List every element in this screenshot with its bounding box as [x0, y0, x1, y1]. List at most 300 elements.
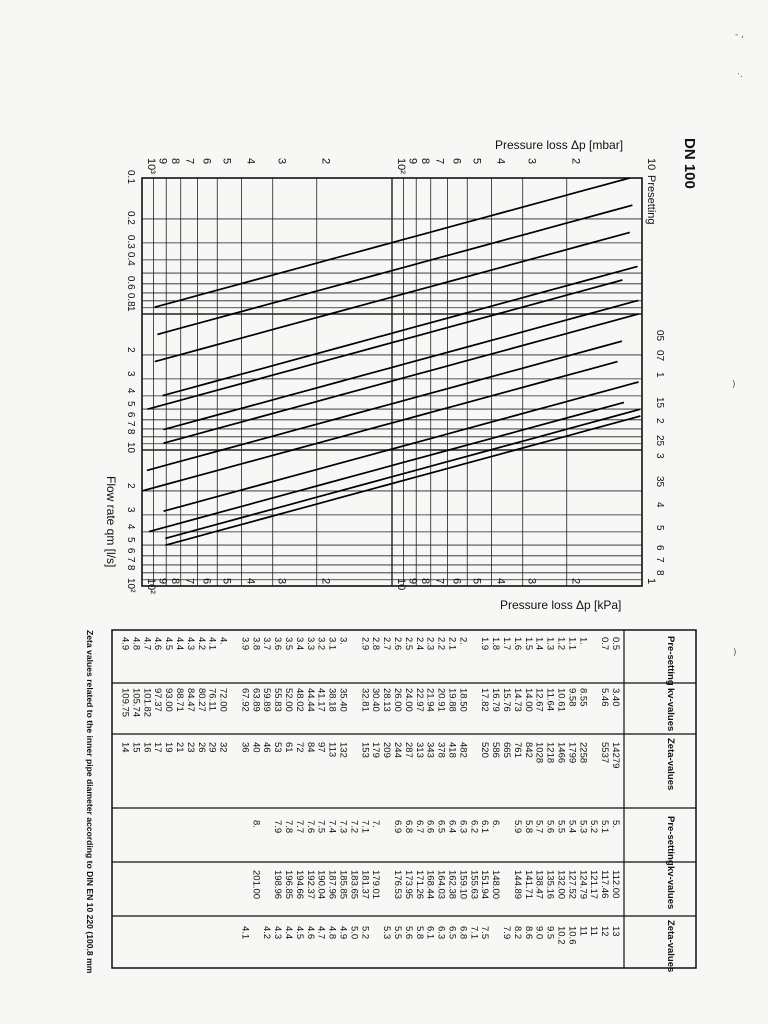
right-zeta-cell: 4.4	[283, 926, 294, 940]
left-kv-cell: 84.47	[184, 688, 196, 712]
left-zeta-cell: 46	[261, 742, 273, 753]
presetting-tick-label: 3	[654, 453, 665, 459]
scan-speck: ·.	[737, 70, 743, 80]
right-zeta-cell: 9.5	[544, 926, 556, 940]
left-presetting-cell: 0.7	[599, 637, 611, 651]
left-presetting-cell: 2.7	[381, 637, 393, 651]
left-kv-cell: 10.61	[555, 688, 567, 712]
mbar-tick-label: 3	[525, 158, 538, 165]
presetting-curve-2-5	[163, 300, 638, 429]
chart-ylabel-mbar: Pressure loss Δp [mbar]	[495, 138, 624, 152]
right-zeta-cell: 8.2	[511, 926, 523, 940]
mbar-tick-label: 5	[470, 158, 483, 165]
right-zeta-cell: 4.6	[304, 926, 316, 940]
left-presetting-cell: 2.1	[446, 637, 458, 651]
right-kv-cell: 181.37	[359, 870, 371, 900]
right-presetting-cell: 5.	[610, 820, 621, 828]
left-zeta-cell: 19	[163, 742, 175, 753]
left-zeta-cell: 209	[381, 742, 393, 758]
right-presetting-cell: 6.	[490, 820, 502, 828]
left-kv-cell: 24.00	[402, 688, 414, 712]
left-kv-cell: 18.50	[457, 688, 469, 712]
left-kv-cell: 67.92	[239, 688, 251, 712]
left-presetting-cell: 2.6	[392, 637, 403, 651]
left-zeta-cell: 61	[283, 742, 294, 753]
right-kv-cell: 141.71	[522, 870, 534, 900]
left-kv-cell: 32.81	[359, 688, 371, 712]
left-presetting-cell: 3.6	[272, 637, 284, 651]
left-kv-cell: 9.58	[566, 688, 578, 707]
right-kv-cell: 194.66	[293, 870, 305, 900]
left-zeta-cell: 5537	[599, 742, 611, 764]
left-presetting-cell: 1.5	[522, 637, 534, 651]
right-zeta-cell: 9.0	[533, 926, 545, 940]
right-zeta-cell: 4.9	[337, 926, 349, 940]
left-zeta-cell: 1028	[533, 742, 545, 764]
mbar-tick-label: 8	[169, 158, 182, 165]
kpa-tick-label: 6	[200, 578, 213, 585]
mbar-tick-label: 6	[200, 158, 213, 165]
chart-xlabel: Flow rate qm [l/s]	[104, 476, 118, 568]
right-zeta-cell: 5.2	[359, 926, 371, 940]
right-kv-cell: 183.65	[348, 870, 360, 900]
kpa-tick-label: 4	[494, 578, 507, 585]
left-presetting-cell: 1.	[577, 637, 589, 645]
left-zeta-cell: 1466	[555, 742, 567, 764]
right-zeta-cell: 10.6	[566, 926, 578, 945]
left-zeta-cell: 40	[250, 742, 262, 753]
left-kv-cell: 14.73	[511, 688, 523, 712]
presetting-tick-label: 07	[654, 350, 665, 362]
kpa-tick-label: 2	[569, 578, 582, 585]
left-zeta-cell: 97	[315, 742, 327, 753]
presetting-tick-label: 25	[654, 435, 665, 447]
left-kv-cell: 17.82	[479, 688, 491, 712]
presetting-tick-label: 7	[654, 557, 665, 563]
left-presetting-cell: 4.8	[130, 637, 142, 651]
left-zeta-cell: 53	[272, 742, 284, 753]
flow-tick-label: 8	[125, 428, 136, 435]
right-kv-cell: 121.17	[588, 870, 600, 900]
right-presetting-cell: 7.	[370, 820, 382, 828]
right-presetting-cell: 7.7	[293, 820, 305, 834]
left-zeta-cell: 84	[304, 742, 316, 753]
right-zeta-cell: 11	[577, 926, 589, 936]
flow-tick-label: 5	[125, 537, 136, 543]
left-zeta-cell: 14	[119, 742, 131, 753]
left-zeta-cell: 586	[490, 742, 502, 758]
right-kv-cell: 187.96	[326, 870, 338, 900]
left-presetting-cell: 0.5	[610, 637, 621, 651]
right-kv-cell: 112.00	[610, 870, 621, 899]
left-kv-cell: 105.74	[130, 688, 142, 718]
left-presetting-cell: 3.2	[315, 637, 327, 651]
left-presetting-cell: 4.1	[206, 637, 218, 651]
left-zeta-cell: 21	[174, 742, 185, 753]
mbar-tick-label: 10²	[395, 158, 407, 174]
mbar-tick-label: 4	[494, 158, 507, 165]
left-kv-cell: 52.00	[283, 688, 294, 712]
left-kv-cell: 30.40	[370, 688, 382, 712]
presetting-tick-label: 6	[654, 545, 665, 551]
right-zeta-cell: 7.1	[468, 926, 480, 940]
flow-tick-label: 7	[125, 420, 136, 427]
flow-tick-label: 4	[125, 387, 136, 394]
left-zeta-cell: 36	[239, 742, 251, 753]
document-title: DN 100	[681, 138, 698, 189]
left-presetting-cell: 3.4	[293, 637, 305, 651]
presetting-tick-label: 35	[654, 476, 665, 488]
flow-tick-label: 3	[125, 506, 136, 513]
right-zeta-cell: 13	[610, 926, 621, 937]
table-frame	[112, 630, 696, 968]
left-kv-cell: 14.00	[522, 688, 534, 712]
mbar-tick-label: 2	[569, 158, 582, 165]
left-presetting-cell: 1.2	[555, 637, 567, 651]
left-kv-cell: 101.82	[141, 688, 153, 718]
presetting-tick-label: 15	[654, 397, 665, 409]
right-zeta-cell: 7.5	[479, 926, 491, 940]
left-zeta-cell: 1218	[544, 742, 556, 764]
left-kv-cell: 80.27	[195, 688, 207, 712]
left-kv-cell: 97.37	[152, 688, 164, 712]
left-zeta-cell: 72	[293, 742, 305, 753]
flow-tick-label: 0.3	[125, 234, 136, 249]
left-presetting-cell: 3.9	[239, 637, 251, 651]
right-kv-cell: 192.37	[304, 870, 316, 900]
left-presetting-cell: 1.1	[566, 637, 578, 651]
kpa-tick-label: 9	[156, 578, 169, 585]
right-presetting-cell: 7.4	[326, 820, 338, 834]
left-kv-cell: 93.00	[163, 688, 175, 712]
right-presetting-cell: 5.8	[522, 820, 534, 834]
right-kv-cell: 168.44	[424, 870, 436, 900]
right-kv-cell: 173.95	[402, 870, 414, 900]
right-zeta-cell: 4.3	[272, 926, 284, 940]
presetting-tick-label: 2	[654, 418, 665, 424]
left-presetting-cell: 3.3	[304, 637, 316, 651]
presetting-tick-label: 4	[654, 502, 665, 508]
left-zeta-cell: 153	[359, 742, 371, 758]
flow-tick-label: 3	[125, 370, 136, 377]
right-zeta-cell: 7.9	[501, 926, 512, 940]
flow-tick-label: 0.6	[125, 275, 136, 290]
right-presetting-cell: 7.8	[283, 820, 294, 834]
right-kv-cell: 164.03	[435, 870, 447, 900]
right-kv-cell: 151.94	[479, 870, 491, 900]
left-presetting-cell: 3.8	[250, 637, 262, 651]
left-presetting-cell: 2.3	[424, 637, 436, 651]
left-kv-cell: 48.02	[293, 688, 305, 712]
flow-tick-label: 8	[125, 564, 136, 571]
kpa-tick-label: 3	[525, 578, 538, 585]
left-kv-cell: 41.17	[315, 688, 327, 712]
right-presetting-cell: 7.6	[304, 820, 316, 834]
right-kv-cell: 144.89	[511, 870, 523, 900]
left-zeta-cell: 29	[206, 742, 218, 753]
right-presetting-cell: 6.8	[402, 820, 414, 834]
right-kv-cell: 198.96	[272, 870, 284, 900]
right-presetting-cell: 6.3	[457, 820, 469, 834]
kpa-tick-label: 10	[395, 578, 407, 591]
chart-ylabel-kpa: Pressure loss Δp [kPa]	[500, 598, 622, 612]
presetting-tick-label: 05	[654, 330, 665, 342]
left-kv-cell: 44.44	[304, 688, 316, 712]
right-kv-cell: 159.10	[457, 870, 469, 900]
left-zeta-cell: 665	[501, 742, 512, 758]
left-presetting-cell: 2.	[457, 637, 469, 645]
right-kv-cell: 196.85	[283, 870, 294, 900]
left-presetting-cell: 1.6	[511, 637, 523, 651]
mbar-tick-label: 3	[275, 158, 288, 165]
right-zeta-cell: 5.5	[392, 926, 403, 940]
table-header-cell: kv-values	[665, 866, 676, 910]
kpa-tick-label: 10²	[145, 578, 157, 594]
mbar-tick-label: 8	[419, 158, 432, 165]
right-presetting-cell: 7.9	[272, 820, 284, 834]
left-presetting-cell: 4.4	[174, 637, 185, 651]
right-zeta-cell: 6.8	[457, 926, 469, 940]
left-kv-cell: 3.40	[610, 688, 621, 707]
right-presetting-cell: 7.2	[348, 820, 360, 834]
right-zeta-cell: 5.8	[413, 926, 425, 940]
mbar-tick-label: 6	[450, 158, 463, 165]
left-presetting-cell: 4.5	[163, 637, 175, 651]
right-zeta-cell: 10.2	[555, 926, 567, 945]
left-kv-cell: 38.18	[326, 688, 338, 712]
left-kv-cell: 16.79	[490, 688, 502, 712]
left-kv-cell: 88.71	[174, 688, 185, 712]
flow-tick-label: 6	[125, 547, 136, 554]
scan-speck: - ,	[735, 30, 744, 40]
right-zeta-cell: 4.2	[261, 926, 273, 940]
left-zeta-cell: 244	[392, 742, 403, 758]
left-kv-cell: 19.88	[446, 688, 458, 712]
kv-zeta-table	[112, 630, 696, 968]
left-kv-cell: 8.55	[577, 688, 589, 707]
right-kv-cell: 155.63	[468, 870, 480, 900]
left-zeta-cell: 761	[511, 742, 523, 758]
mbar-tick-label: 5	[220, 158, 233, 165]
left-kv-cell: 109.75	[119, 688, 131, 718]
right-zeta-cell: 6.5	[446, 926, 458, 940]
kpa-tick-label: 3	[275, 578, 288, 585]
right-zeta-cell: 11	[588, 926, 600, 936]
table-header-cell: kv-values	[665, 688, 676, 732]
presetting-tick-label: 5	[654, 525, 665, 531]
right-presetting-cell: 7.1	[359, 820, 371, 834]
presetting-tick-label: 8	[654, 570, 665, 576]
kpa-tick-label: 5	[220, 578, 233, 585]
flow-tick-label: 0.1	[125, 170, 136, 184]
left-presetting-cell: 4.7	[141, 637, 153, 651]
left-zeta-cell: 378	[435, 742, 447, 758]
kpa-tick-label: 5	[470, 578, 483, 585]
right-kv-cell: 185.85	[337, 870, 349, 900]
table-header-cell: Pre-setting	[665, 816, 676, 866]
left-kv-cell: 21.94	[424, 688, 436, 712]
left-zeta-cell: 1799	[566, 742, 578, 764]
right-kv-cell: 127.52	[566, 870, 578, 900]
left-kv-cell: 26.00	[392, 688, 403, 712]
right-presetting-cell: 5.7	[533, 820, 545, 834]
left-kv-cell: 15.76	[501, 688, 512, 712]
right-zeta-cell: 5.3	[381, 926, 393, 940]
flow-tick-label: 1	[125, 306, 136, 312]
flow-tick-label: 4	[125, 523, 136, 530]
kpa-tick-label: 8	[419, 578, 432, 585]
mbar-tick-label: 7	[183, 158, 196, 165]
left-presetting-cell: 3.1	[326, 637, 338, 651]
right-kv-cell: 135.16	[544, 870, 556, 900]
left-kv-cell: 59.89	[261, 688, 273, 712]
right-kv-cell: 124.79	[577, 870, 589, 900]
left-zeta-cell: 343	[424, 742, 436, 758]
mbar-tick-label: 7	[433, 158, 446, 165]
right-presetting-cell: 5.9	[511, 820, 523, 834]
left-presetting-cell: 3.	[337, 637, 349, 645]
left-kv-cell: 20.91	[435, 688, 447, 712]
left-zeta-cell: 17	[152, 742, 164, 753]
right-zeta-cell: 4.5	[293, 926, 305, 940]
left-presetting-cell: 3.5	[283, 637, 294, 651]
left-presetting-cell: 1.3	[544, 637, 556, 651]
left-zeta-cell: 287	[402, 742, 414, 758]
right-kv-cell: 179.01	[370, 870, 382, 900]
right-kv-cell: 148.00	[490, 870, 502, 900]
left-presetting-cell: 2.2	[435, 637, 447, 651]
table-header-cell: Pre-setting	[665, 636, 676, 686]
left-kv-cell: 11.64	[544, 688, 556, 712]
mbar-tick-label: 2	[319, 158, 332, 165]
left-zeta-cell: 113	[326, 742, 338, 758]
right-zeta-cell: 5.0	[348, 926, 360, 940]
left-presetting-cell: 2.5	[402, 637, 414, 651]
left-zeta-cell: 26	[195, 742, 207, 753]
left-kv-cell: 22.97	[413, 688, 425, 712]
left-presetting-cell: 1.7	[501, 637, 512, 651]
mbar-tick-label: 4	[244, 158, 257, 165]
flow-tick-label: 2	[125, 346, 136, 353]
left-presetting-cell: 1.8	[490, 637, 502, 651]
right-presetting-cell: 6.7	[413, 820, 425, 834]
flow-tick-label: 0.4	[125, 251, 136, 266]
right-zeta-cell: 4.7	[315, 926, 327, 940]
table-header-cell: Zeta-values	[665, 738, 676, 791]
left-kv-cell: 63.89	[250, 688, 262, 712]
left-kv-cell: 5.46	[599, 688, 611, 707]
left-kv-cell: 35.40	[337, 688, 349, 712]
right-zeta-cell: 6.3	[435, 926, 447, 940]
right-presetting-cell: 6.9	[392, 820, 403, 834]
left-presetting-cell: 4.	[217, 637, 229, 645]
kpa-tick-label: 2	[319, 578, 332, 585]
left-presetting-cell: 2.8	[370, 637, 382, 651]
right-zeta-cell: 12	[599, 926, 611, 937]
kpa-tick-label: 6	[450, 578, 463, 585]
right-presetting-cell: 6.2	[468, 820, 480, 834]
left-zeta-cell: 418	[446, 742, 458, 758]
mbar-tick-label: 10	[645, 158, 657, 171]
right-presetting-cell: 5.6	[544, 820, 556, 834]
right-presetting-cell: 5.3	[577, 820, 589, 834]
left-kv-cell: 28.13	[381, 688, 393, 712]
right-zeta-cell: 8.6	[522, 926, 534, 940]
left-zeta-cell: 23	[184, 742, 196, 753]
left-presetting-cell: 1.9	[479, 637, 491, 651]
table-header-cell: Zeta-values	[665, 920, 676, 973]
right-kv-cell: 132.00	[555, 870, 567, 900]
right-presetting-cell: 6.4	[446, 820, 458, 834]
right-presetting-cell: 5.4	[566, 820, 578, 834]
left-presetting-cell: 4.9	[119, 637, 131, 651]
right-kv-cell: 162.38	[446, 870, 458, 900]
footnote: Zeta values related to the inner pipe diameter according to DIN EN 10 220 (100.8 mm	[85, 630, 95, 974]
left-zeta-cell: 14279	[610, 742, 621, 769]
right-zeta-cell: 6.1	[424, 926, 436, 940]
presetting-curve-0-7	[157, 205, 632, 334]
right-kv-cell: 176.53	[392, 870, 403, 900]
right-zeta-cell: 5.6	[402, 926, 414, 940]
mbar-tick-label: 9	[406, 158, 419, 165]
right-zeta-cell: 4.1	[239, 926, 251, 940]
right-presetting-cell: 5.2	[588, 820, 600, 834]
left-presetting-cell: 3.7	[261, 637, 273, 651]
left-kv-cell: 55.83	[272, 688, 284, 712]
right-presetting-cell: 6.6	[424, 820, 436, 834]
presetting-axis-label: Presetting	[645, 175, 657, 225]
left-zeta-cell: 2258	[577, 742, 589, 764]
flow-tick-label: 2	[125, 482, 136, 489]
mbar-tick-label: 10³	[145, 158, 157, 174]
presetting-curve-8	[165, 416, 640, 545]
flow-tick-label: 10²	[125, 578, 136, 593]
right-presetting-cell: 6.1	[479, 820, 491, 834]
right-presetting-cell: 7.5	[315, 820, 327, 834]
left-zeta-cell: 482	[457, 742, 469, 758]
left-presetting-cell: 4.2	[195, 637, 207, 651]
right-presetting-cell: 7.3	[337, 820, 349, 834]
left-zeta-cell: 32	[217, 742, 229, 753]
flow-tick-label: 10	[125, 442, 136, 454]
right-presetting-cell: 5.5	[555, 820, 567, 834]
left-zeta-cell: 16	[141, 742, 153, 753]
kpa-tick-label: 8	[169, 578, 182, 585]
left-zeta-cell: 842	[522, 742, 534, 758]
flow-tick-label: 0.8	[125, 292, 136, 307]
left-zeta-cell: 520	[479, 742, 491, 758]
right-kv-cell: 117.46	[599, 870, 611, 899]
presetting-tick-label: 1	[654, 372, 665, 378]
kpa-tick-label: 9	[406, 578, 419, 585]
right-kv-cell: 201.00	[250, 870, 262, 900]
left-presetting-cell: 1.4	[533, 637, 545, 651]
left-zeta-cell: 313	[413, 742, 425, 758]
left-kv-cell: 76.11	[206, 688, 218, 712]
kpa-tick-label: 7	[183, 578, 196, 585]
flow-tick-label: 5	[125, 401, 136, 407]
kpa-tick-label: 7	[433, 578, 446, 585]
presetting-curve-6	[149, 402, 624, 531]
right-presetting-cell: 8.	[250, 820, 262, 828]
left-presetting-cell: 4.3	[184, 637, 196, 651]
left-presetting-cell: 2.4	[413, 637, 425, 651]
left-kv-cell: 72.00	[217, 688, 229, 712]
kpa-tick-label: 1	[645, 578, 657, 585]
left-zeta-cell: 179	[370, 742, 382, 758]
scan-speck: )	[733, 648, 737, 658]
flow-tick-label: 0.2	[125, 210, 136, 225]
